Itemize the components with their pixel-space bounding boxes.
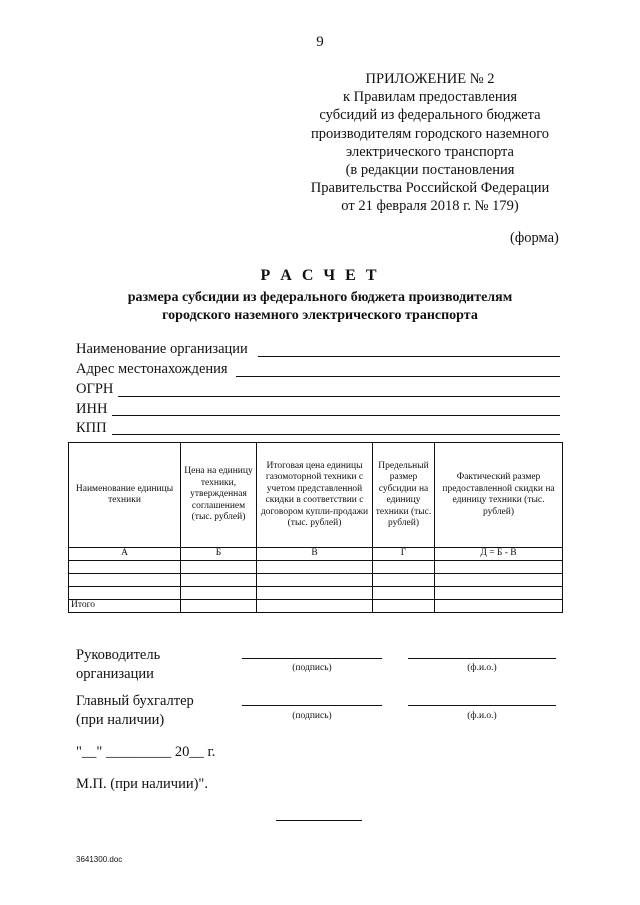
header-cell-final-price: Итоговая цена единицы газомоторной техники с учетом представленной скидки в соответствии с договором купли-продажи (тыс. рублей) xyxy=(257,443,373,548)
letter-cell: Д = Б - В xyxy=(435,548,563,561)
table-row xyxy=(69,586,563,599)
subtitle-line: городского наземного электрического транспорта xyxy=(162,308,478,323)
table-cell[interactable] xyxy=(373,599,435,612)
head-name-field[interactable] xyxy=(408,658,556,659)
accountant-signature-caption: (подпись) xyxy=(292,711,332,721)
accountant-label-line: Главный бухгалтер xyxy=(76,693,194,709)
letter-cell: А xyxy=(69,548,181,561)
table-cell[interactable] xyxy=(435,560,563,573)
table-cell[interactable] xyxy=(435,599,563,612)
document-id: 3641300.doc xyxy=(76,855,123,864)
head-label-line: организации xyxy=(76,666,154,682)
accountant-label xyxy=(76,692,194,730)
table-cell[interactable] xyxy=(373,560,435,573)
letter-cell: Г xyxy=(373,548,435,561)
address-field[interactable] xyxy=(236,376,560,377)
table-row xyxy=(69,573,563,586)
table-cell[interactable] xyxy=(181,560,257,573)
table-cell[interactable] xyxy=(69,586,181,599)
table-cell[interactable] xyxy=(257,586,373,599)
table-row xyxy=(69,560,563,573)
letter-cell: Б xyxy=(181,548,257,561)
appendix-line: (в редакции постановления xyxy=(345,162,515,179)
inn-field[interactable] xyxy=(112,415,560,416)
org-name-label: Наименование организации xyxy=(76,341,248,357)
kpp-field[interactable] xyxy=(112,434,560,435)
stamp-label: М.П. (при наличии)". xyxy=(76,776,208,792)
closing-rule xyxy=(276,820,362,821)
table-cell[interactable] xyxy=(69,573,181,586)
appendix-line: субсидий из федерального бюджета xyxy=(319,107,541,124)
document-subtitle xyxy=(90,289,550,325)
calculation-table xyxy=(68,442,563,613)
appendix-line: производителям городского наземного xyxy=(310,125,550,142)
header-cell-actual-discount: Фактический размер предоставленной скидки на единицу техники (тыс. рублей) xyxy=(435,443,563,548)
letter-cell: В xyxy=(257,548,373,561)
appendix-line: ПРИЛОЖЕНИЕ № 2 xyxy=(365,71,495,87)
appendix-line: электрического транспорта xyxy=(346,143,514,160)
table-cell[interactable] xyxy=(181,573,257,586)
head-label xyxy=(76,646,160,684)
table-cell[interactable] xyxy=(181,586,257,599)
table-cell[interactable] xyxy=(435,573,563,586)
accountant-signature-field[interactable] xyxy=(242,705,382,706)
header-cell-max-subsidy: Предельный размер субсидии на единицу техники (тыс. рублей) xyxy=(373,443,435,548)
table-cell[interactable] xyxy=(257,599,373,612)
address-label: Адрес местонахождения xyxy=(76,361,228,377)
accountant-name-caption: (ф.и.о.) xyxy=(467,711,497,721)
table-total-row xyxy=(69,599,563,612)
table-cell[interactable] xyxy=(257,560,373,573)
subtitle-line: размера субсидии из федерального бюджета производителям xyxy=(127,290,513,305)
org-name-field[interactable] xyxy=(258,356,560,357)
table-cell[interactable] xyxy=(435,586,563,599)
table-cell[interactable] xyxy=(69,560,181,573)
table-cell[interactable] xyxy=(373,573,435,586)
header-cell-name: Наименование единицы техники xyxy=(69,443,181,548)
table-letters-row xyxy=(69,548,563,561)
appendix-line: Правительства Российской Федерации xyxy=(310,180,550,197)
total-label: Итого xyxy=(69,599,181,612)
head-name-caption: (ф.и.о.) xyxy=(467,663,497,673)
appendix-line: к Правилам предоставления xyxy=(342,89,518,106)
table-cell[interactable] xyxy=(181,599,257,612)
head-label-line: Руководитель xyxy=(76,647,161,663)
appendix-header xyxy=(280,70,580,216)
kpp-label: КПП xyxy=(76,420,107,436)
table-header-row xyxy=(69,443,563,548)
date-line: "__" _________ 20__ г. xyxy=(76,744,216,760)
head-signature-caption: (подпись) xyxy=(292,663,332,673)
table-cell[interactable] xyxy=(257,573,373,586)
table-cell[interactable] xyxy=(373,586,435,599)
ogrn-field[interactable] xyxy=(118,396,560,397)
header-cell-price: Цена на единицу техники, утвержденная соглашением (тыс. рублей) xyxy=(181,443,257,548)
form-label: (форма) xyxy=(510,230,559,246)
ogrn-label: ОГРН xyxy=(76,381,114,397)
appendix-line: от 21 февраля 2018 г. № 179) xyxy=(341,198,519,215)
page-number: 9 xyxy=(316,34,324,50)
head-signature-field[interactable] xyxy=(242,658,382,659)
accountant-label-line: (при наличии) xyxy=(76,712,165,728)
inn-label: ИНН xyxy=(76,401,108,417)
document-title: Р А С Ч Е Т xyxy=(260,267,380,284)
accountant-name-field[interactable] xyxy=(408,705,556,706)
